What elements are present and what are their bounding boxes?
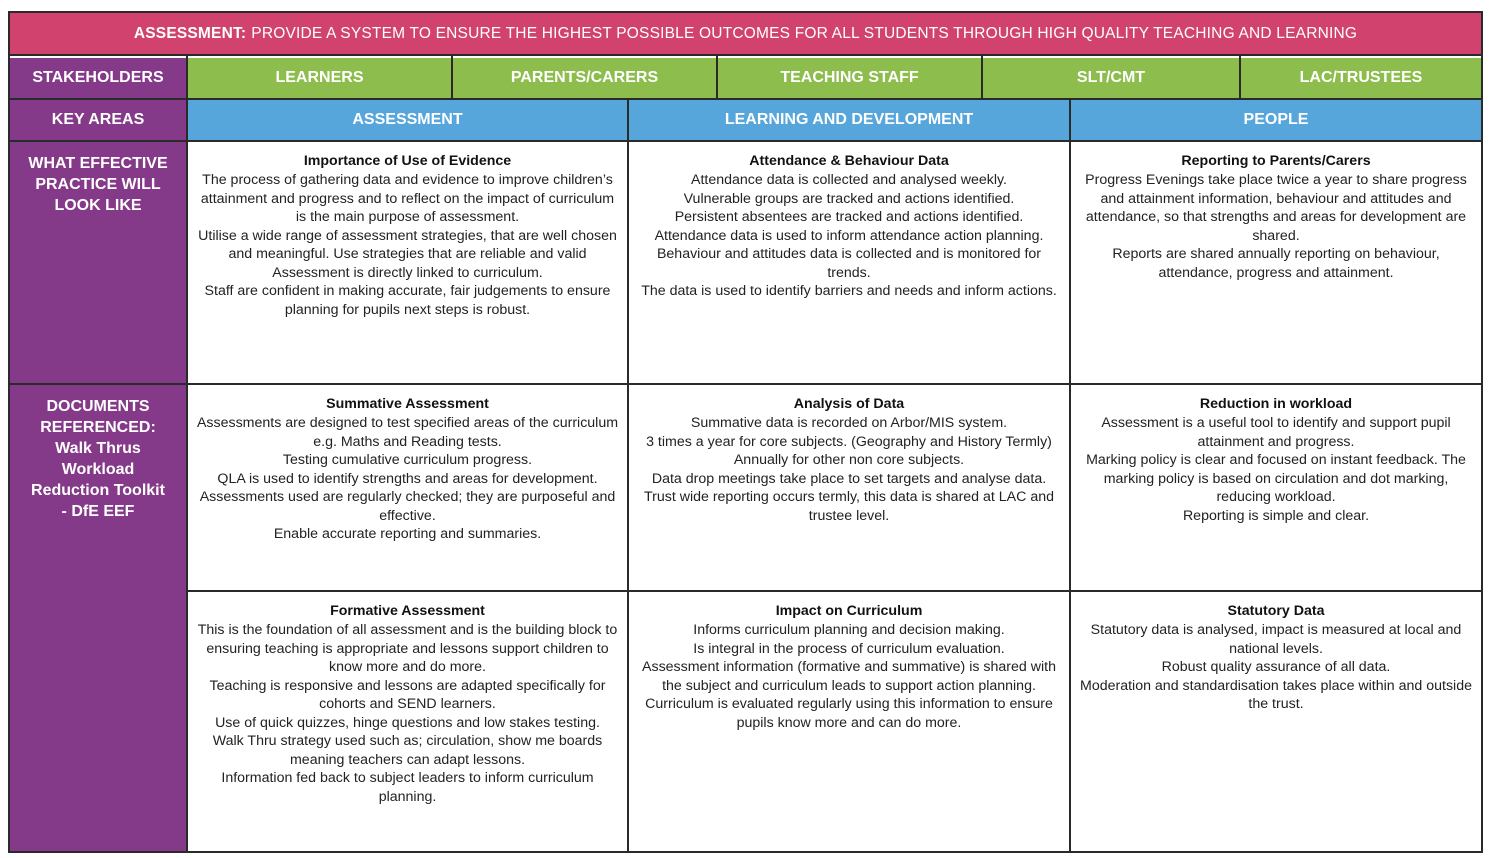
cell-line: Attendance data is collected and analysed weekly.: [690, 172, 1007, 188]
cell-line: Testing cumulative curriculum progress.: [282, 452, 533, 468]
assessment-framework-table: [8, 11, 1483, 853]
cell-impact-curriculum: [629, 592, 1069, 851]
key-area-assessment: ASSESSMENT: [188, 100, 627, 140]
cell-line: Assessments used are regularly checked; they are purposeful and effective.: [199, 489, 616, 524]
cell-line: Behaviour and attitudes data is collected and is monitored for trends.: [656, 246, 1042, 281]
key-area-people: PEOPLE: [1071, 100, 1481, 140]
cell-line: Informs curriculum planning and decision making.: [693, 622, 1005, 638]
cell-line: Assessments are designed to test specified areas of the curriculum e.g. Maths and Reading tests.: [196, 415, 619, 450]
cell-line: Information fed back to subject leaders to inform curriculum planning.: [221, 770, 594, 805]
cell-line: Summative data is recorded on Arbor/MIS system.: [690, 415, 1008, 431]
grid-line: [186, 56, 188, 851]
cell-line: Staff are confident in making accurate, fair judgements to ensure planning for pupils next steps is robust.: [204, 283, 611, 318]
cell-line: Curriculum is evaluated regularly using this information to ensure pupils know more and can do more.: [645, 696, 1053, 731]
cell-line: Walk Thru strategy used such as; circulation, show me boards meaning teachers can adapt lessons.: [212, 733, 603, 768]
stakeholder-slt-cmt: SLT/CMT: [983, 58, 1239, 98]
cell-line: Utilise a wide range of assessment strategies, that are well chosen and meaningful. Use strategies that are reliable and valid: [198, 227, 617, 262]
stakeholders-label: STAKEHOLDERS: [10, 58, 186, 98]
cell-formative-assessment: [188, 592, 627, 851]
cell-line: The data is used to identify barriers and needs and inform actions.: [641, 283, 1057, 299]
title-prefix: ASSESSMENT:: [133, 24, 247, 42]
stakeholder-parents-carers: PARENTS/CARERS: [453, 58, 716, 98]
cell-summative-assessment: [188, 385, 627, 590]
grid-line: [10, 383, 1481, 385]
stakeholder-teaching-staff: TEACHING STAFF: [718, 58, 981, 98]
cell-line: Trust wide reporting occurs termly, this data is shared at LAC and trustee level.: [643, 489, 1055, 524]
cell-importance-of-evidence: [188, 142, 627, 383]
cell-line: Progress Evenings take place twice a year to share progress and attainment information, behaviour and attitudes and attendance, so that strengths and areas for development are shared.: [1085, 172, 1467, 244]
cell-line: Assessment information (formative and summative) is shared with the subject and curriculum leads to support action planning.: [642, 659, 1056, 694]
cell-heading: Attendance & Behaviour Data: [749, 153, 949, 169]
cell-attendance-behaviour: [629, 142, 1069, 383]
grid-line: [1239, 56, 1241, 98]
key-areas-label: KEY AREAS: [10, 100, 186, 140]
cell-line: Use of quick quizzes, hinge questions and low stakes testing.: [215, 714, 600, 731]
grid-line: [186, 590, 1481, 592]
cell-line: Robust quality assurance of all data.: [1161, 659, 1391, 675]
title-text: PROVIDE A SYSTEM TO ENSURE THE HIGHEST POSSIBLE OUTCOMES FOR ALL STUDENTS THROUGH HIGH QUALITY TEACHING AND LEARNING: [251, 24, 1358, 42]
title-bar: [10, 13, 1481, 56]
grid-line: [10, 140, 1481, 142]
cell-line: Assessment is a useful tool to identify and support pupil attainment and progress.: [1101, 415, 1451, 450]
cell-line: Annually for other non core subjects.: [733, 452, 965, 468]
grid-line: [10, 98, 1481, 100]
cell-reporting-parents: [1071, 142, 1481, 383]
documents-label: DOCUMENTS REFERENCED: Walk Thrus Workload Reduction Toolkit - DfE EEF: [10, 385, 186, 851]
grid-line: [627, 98, 629, 851]
stakeholder-learners: LEARNERS: [188, 58, 451, 98]
cell-line: Reporting is simple and clear.: [1182, 507, 1370, 524]
cell-line: Is integral in the process of curriculum evaluation.: [693, 640, 1005, 657]
cell-line: Assessment is directly linked to curriculum.: [272, 264, 543, 281]
cell-line: QLA is used to identify strengths and areas for development.: [217, 470, 598, 487]
practice-label: WHAT EFFECTIVE PRACTICE WILL LOOK LIKE: [10, 142, 186, 383]
grid-line: [981, 56, 983, 98]
cell-line: Reports are shared annually reporting on behaviour, attendance, progress and attainment.: [1112, 246, 1440, 281]
cell-heading: Analysis of Data: [793, 396, 905, 412]
cell-line: Persistent absentees are tracked and actions identified.: [674, 209, 1024, 225]
cell-statutory-data: [1071, 592, 1481, 851]
cell-analysis-of-data: [629, 385, 1069, 590]
cell-line: 3 times a year for core subjects. (Geography and History Termly): [646, 433, 1052, 450]
cell-line: Statutory data is analysed, impact is measured at local and national levels.: [1090, 622, 1462, 657]
cell-line: Data drop meetings take place to set targets and analyse data.: [651, 470, 1047, 487]
cell-heading: Summative Assessment: [326, 396, 489, 412]
cell-heading: Importance of Use of Evidence: [303, 153, 512, 169]
cell-line: Moderation and standardisation takes place within and outside the trust.: [1080, 677, 1472, 712]
cell-line: Teaching is responsive and lessons are adapted specifically for cohorts and SEND learners.: [209, 677, 606, 712]
cell-line: Enable accurate reporting and summaries.: [273, 526, 542, 542]
grid-line: [451, 56, 453, 98]
cell-line: Attendance data is used to inform attendance action planning.: [654, 227, 1044, 244]
cell-line: Marking policy is clear and focused on instant feedback. The marking policy is based on circulation and dot marking, reducing workload.: [1086, 452, 1466, 505]
cell-line: The process of gathering data and evidence to improve children’s attainment and progress and to reflect on the impact of curriculum is the main purpose of assessment.: [200, 172, 615, 225]
cell-heading: Reduction in workload: [1199, 396, 1353, 412]
grid-line: [1069, 98, 1071, 851]
cell-line: This is the foundation of all assessment and is the building block to ensuring teaching is appropriate and lessons support children to know more and do more.: [197, 622, 618, 675]
cell-reduction-workload: [1071, 385, 1481, 590]
cell-heading: Impact on Curriculum: [775, 603, 923, 619]
cell-heading: Reporting to Parents/Carers: [1181, 153, 1371, 169]
key-area-learning-development: LEARNING AND DEVELOPMENT: [629, 100, 1069, 140]
cell-heading: Formative Assessment: [330, 603, 485, 619]
grid-line: [716, 56, 718, 98]
cell-line: Vulnerable groups are tracked and actions identified.: [683, 190, 1015, 207]
cell-heading: Statutory Data: [1227, 603, 1325, 619]
stakeholder-lac-trustees: LAC/TRUSTEES: [1241, 58, 1481, 98]
